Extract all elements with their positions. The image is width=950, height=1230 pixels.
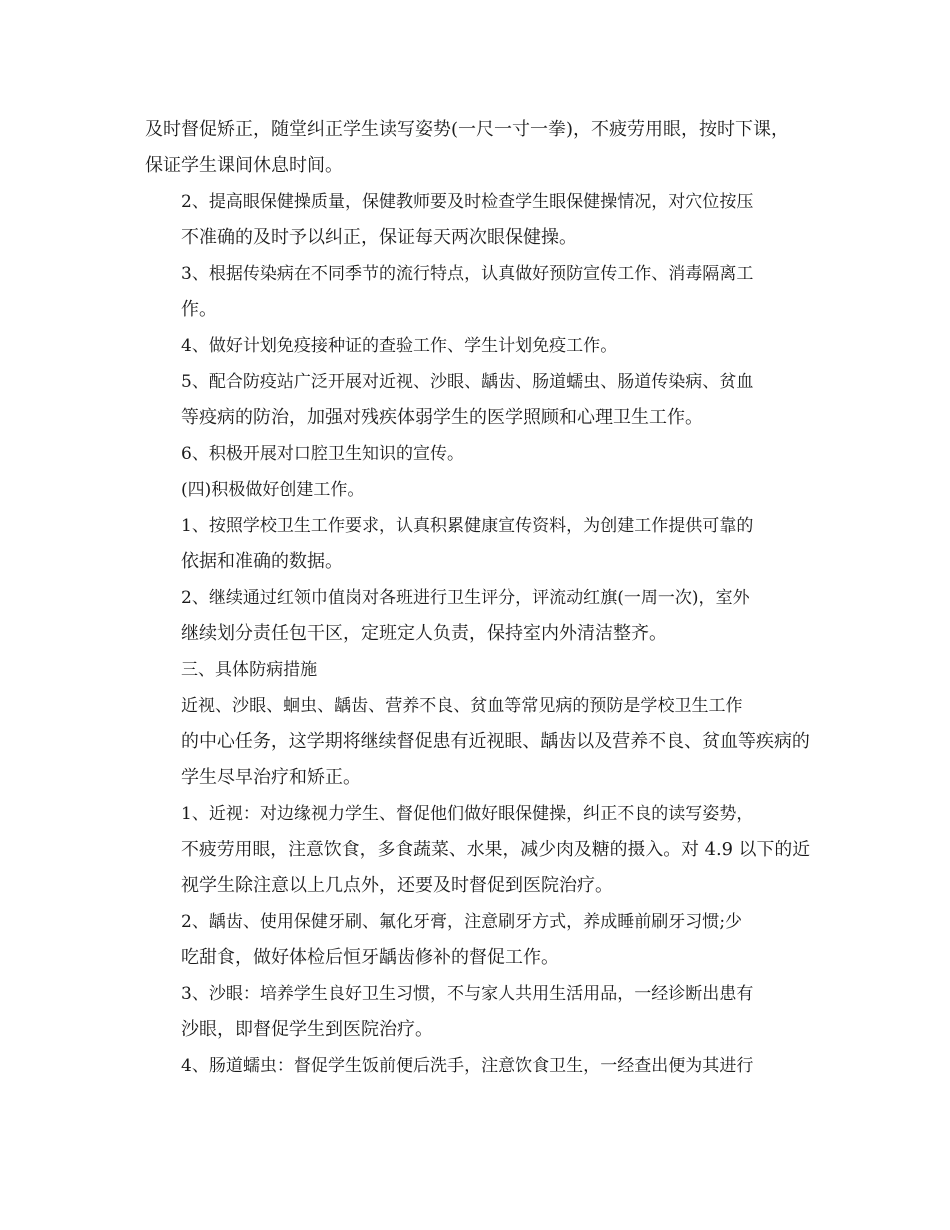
paragraph (145, 904, 810, 976)
text-line: 不疲劳用眼，注意饮食，多食蔬菜、水果，减少肉及糖的摄入。对 4.9 以下的近 (181, 839, 811, 860)
text-line: 4、肠道蠕虫：督促学生饭前便后洗手，注意饮食卫生，一经查出便为其进行 (181, 1056, 754, 1076)
paragraph (145, 508, 810, 580)
text-line: 1、按照学校卫生工作要求，认真积累健康宣传资料，为创建工作提供可靠的 (181, 516, 754, 536)
paragraph (145, 1048, 810, 1084)
paragraph (145, 184, 810, 256)
document-body (145, 112, 810, 1084)
text-line: 等疫病的防治，加强对残疾体弱学生的医学照顾和心理卫生工作。 (181, 407, 703, 428)
paragraph (145, 256, 810, 328)
text-line: 吃甜食，做好体检后恒牙龋齿修补的督促工作。 (181, 947, 559, 968)
paragraph (145, 580, 810, 652)
paragraph (145, 796, 810, 904)
paragraph (145, 436, 810, 472)
paragraph (145, 652, 810, 688)
text-line: 三、具体防病措施 (181, 660, 318, 680)
text-line: 4、做好计划免疫接种证的查验工作、学生计划免疫工作。 (181, 336, 618, 356)
text-line: 不准确的及时予以纠正，保证每天两次眼保健操。 (181, 227, 577, 248)
text-line: 2、龋齿、使用保健牙刷、氟化牙膏，注意刷牙方式，养成睡前刷牙习惯;少 (181, 912, 743, 932)
paragraph (145, 472, 810, 508)
text-line: 作。 (181, 299, 217, 320)
text-line: 5、配合防疫站广泛开展对近视、沙眼、龋齿、肠道蠕虫、肠道传染病、贫血 (181, 372, 754, 392)
text-line: 的中心任务，这学期将继续督促患有近视眼、龋齿以及营养不良、贫血等疾病的 (181, 731, 810, 752)
paragraph (145, 364, 810, 436)
text-line: 近视、沙眼、蛔虫、龋齿、营养不良、贫血等常见病的预防是学校卫生工作 (181, 696, 743, 716)
paragraph (145, 976, 810, 1048)
text-line: 沙眼，即督促学生到医院治疗。 (181, 1019, 433, 1040)
text-line: 6、积极开展对口腔卫生知识的宣传。 (181, 444, 465, 464)
text-line: 学生尽早治疗和矫正。 (181, 767, 361, 788)
text-line: 2、继续通过红领巾值岗对各班进行卫生评分，评流动红旗(一周一次)，室外 (181, 588, 750, 608)
text-line: 2、提高眼保健操质量，保健教师要及时检查学生眼保健操情况，对穴位按压 (181, 192, 754, 212)
text-line: (四)积极做好创建工作。 (181, 480, 365, 500)
paragraph (145, 328, 810, 364)
text-line: 视学生除注意以上几点外，还要及时督促到医院治疗。 (181, 875, 613, 896)
text-line: 保证学生课间休息时间。 (145, 155, 343, 176)
text-line: 及时督促矫正，随堂纠正学生读写姿势(一尺一寸一拳)，不疲劳用眼，按时下课， (145, 119, 790, 140)
paragraph (145, 112, 810, 184)
text-line: 继续划分责任包干区，定班定人负责，保持室内外清洁整齐。 (181, 623, 667, 644)
text-line: 1、近视：对边缘视力学生、督促他们做好眼保健操，纠正不良的读写姿势， (181, 804, 754, 824)
text-line: 3、沙眼：培养学生良好卫生习惯，不与家人共用生活用品，一经诊断出患有 (181, 984, 754, 1004)
text-line: 依据和准确的数据。 (181, 551, 343, 572)
paragraph (145, 688, 810, 796)
text-line: 3、根据传染病在不同季节的流行特点，认真做好预防宣传工作、消毒隔离工 (181, 264, 754, 284)
